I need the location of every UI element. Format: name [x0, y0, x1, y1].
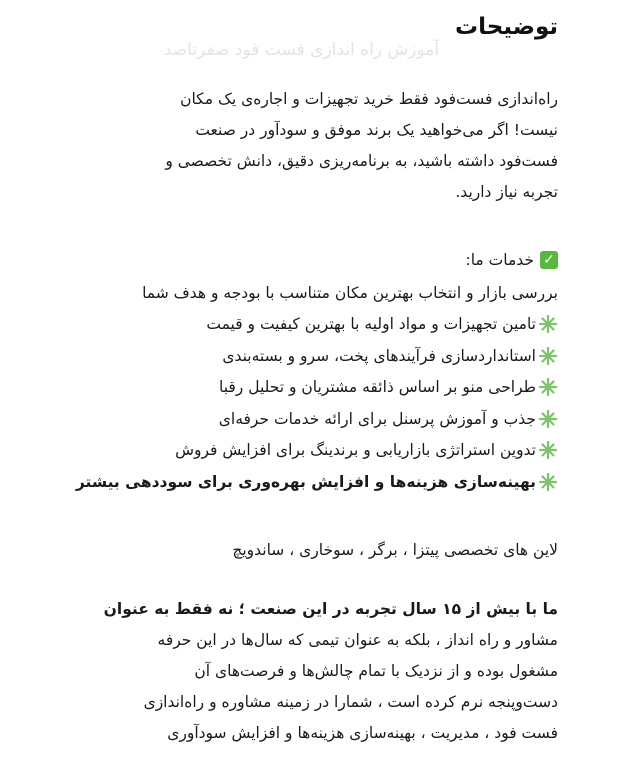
sparkle-icon [538, 314, 558, 334]
sparkle-icon [538, 440, 558, 460]
service-item [58, 403, 558, 435]
about-line: دست‌وپنجه نرم کرده است ، شمارا در زمینه مشاوره و راه‌اندازی [143, 693, 558, 711]
services-title-text: خدمات ما: [465, 251, 534, 269]
intro-line: نیست! اگر می‌خواهید یک برند موفق و سودآور در صنعت [195, 121, 558, 139]
intro-line: راه‌اندازی فست‌فود فقط خرید تجهیزات و اجاره‌ی یک مکان [180, 90, 558, 108]
service-item [58, 466, 558, 498]
service-item [58, 372, 558, 404]
intro-paragraph [88, 84, 558, 208]
about-line: ما با بیش از ۱۵ سال تجربه در این صنعت ؛ نه فقط به عنوان [103, 600, 558, 618]
intro-line: فست‌فود داشته باشید، به برنامه‌ریزی دقیق، دانش تخصصی و [165, 152, 558, 170]
service-text: جذب و آموزش پرسنل برای ارائه خدمات حرفه‌ای [218, 409, 536, 428]
service-text: استانداردسازی فرآیندهای پخت، سرو و بسته‌بندی [222, 346, 536, 365]
about-paragraph [88, 594, 558, 749]
specialty-lines-text: لاین های تخصصی پیتزا ، برگر ، سوخاری ، ساندویچ [232, 541, 558, 559]
service-text: بررسی بازار و انتخاب بهترین مکان متناسب با بودجه و هدف شما [142, 283, 558, 302]
sparkle-icon [538, 377, 558, 397]
service-item [58, 309, 558, 341]
service-text: تدوین استراتژی بازاریابی و برندینگ برای افزایش فروش [175, 441, 536, 460]
services-heading [465, 245, 558, 275]
services-list [58, 277, 558, 498]
sparkle-icon [538, 346, 558, 366]
about-line: مشاور و راه انداز ، بلکه به عنوان تیمی که سال‌ها در این حرفه [157, 631, 558, 649]
service-item [58, 340, 558, 372]
section-heading: توضیحات [455, 14, 558, 40]
service-text: بهینه‌سازی هزینه‌ها و افزایش بهره‌وری برای سوددهی بیشتر [75, 472, 536, 491]
check-mark-icon: ✓ [540, 251, 558, 269]
about-line: فست فود ، مدیریت ، بهینه‌سازی هزینه‌ها و افزایش سودآوری [167, 724, 558, 742]
service-text: تامین تجهیزات و مواد اولیه با بهترین کیفیت و قیمت [206, 315, 536, 334]
sparkle-icon [538, 409, 558, 429]
service-item [58, 277, 558, 309]
sparkle-icon [538, 472, 558, 492]
service-text: طراحی منو بر اساس ذائقه مشتریان و تحلیل رقبا [218, 378, 536, 397]
intro-line: تجربه نیاز دارید. [455, 183, 558, 201]
about-line: مشغول بوده و از نزدیک با تمام چالش‌ها و فرصت‌های آن [194, 662, 558, 680]
watermark-text: آموزش راه اندازی فست فود صفرتاصد [163, 40, 439, 60]
service-item [58, 435, 558, 467]
